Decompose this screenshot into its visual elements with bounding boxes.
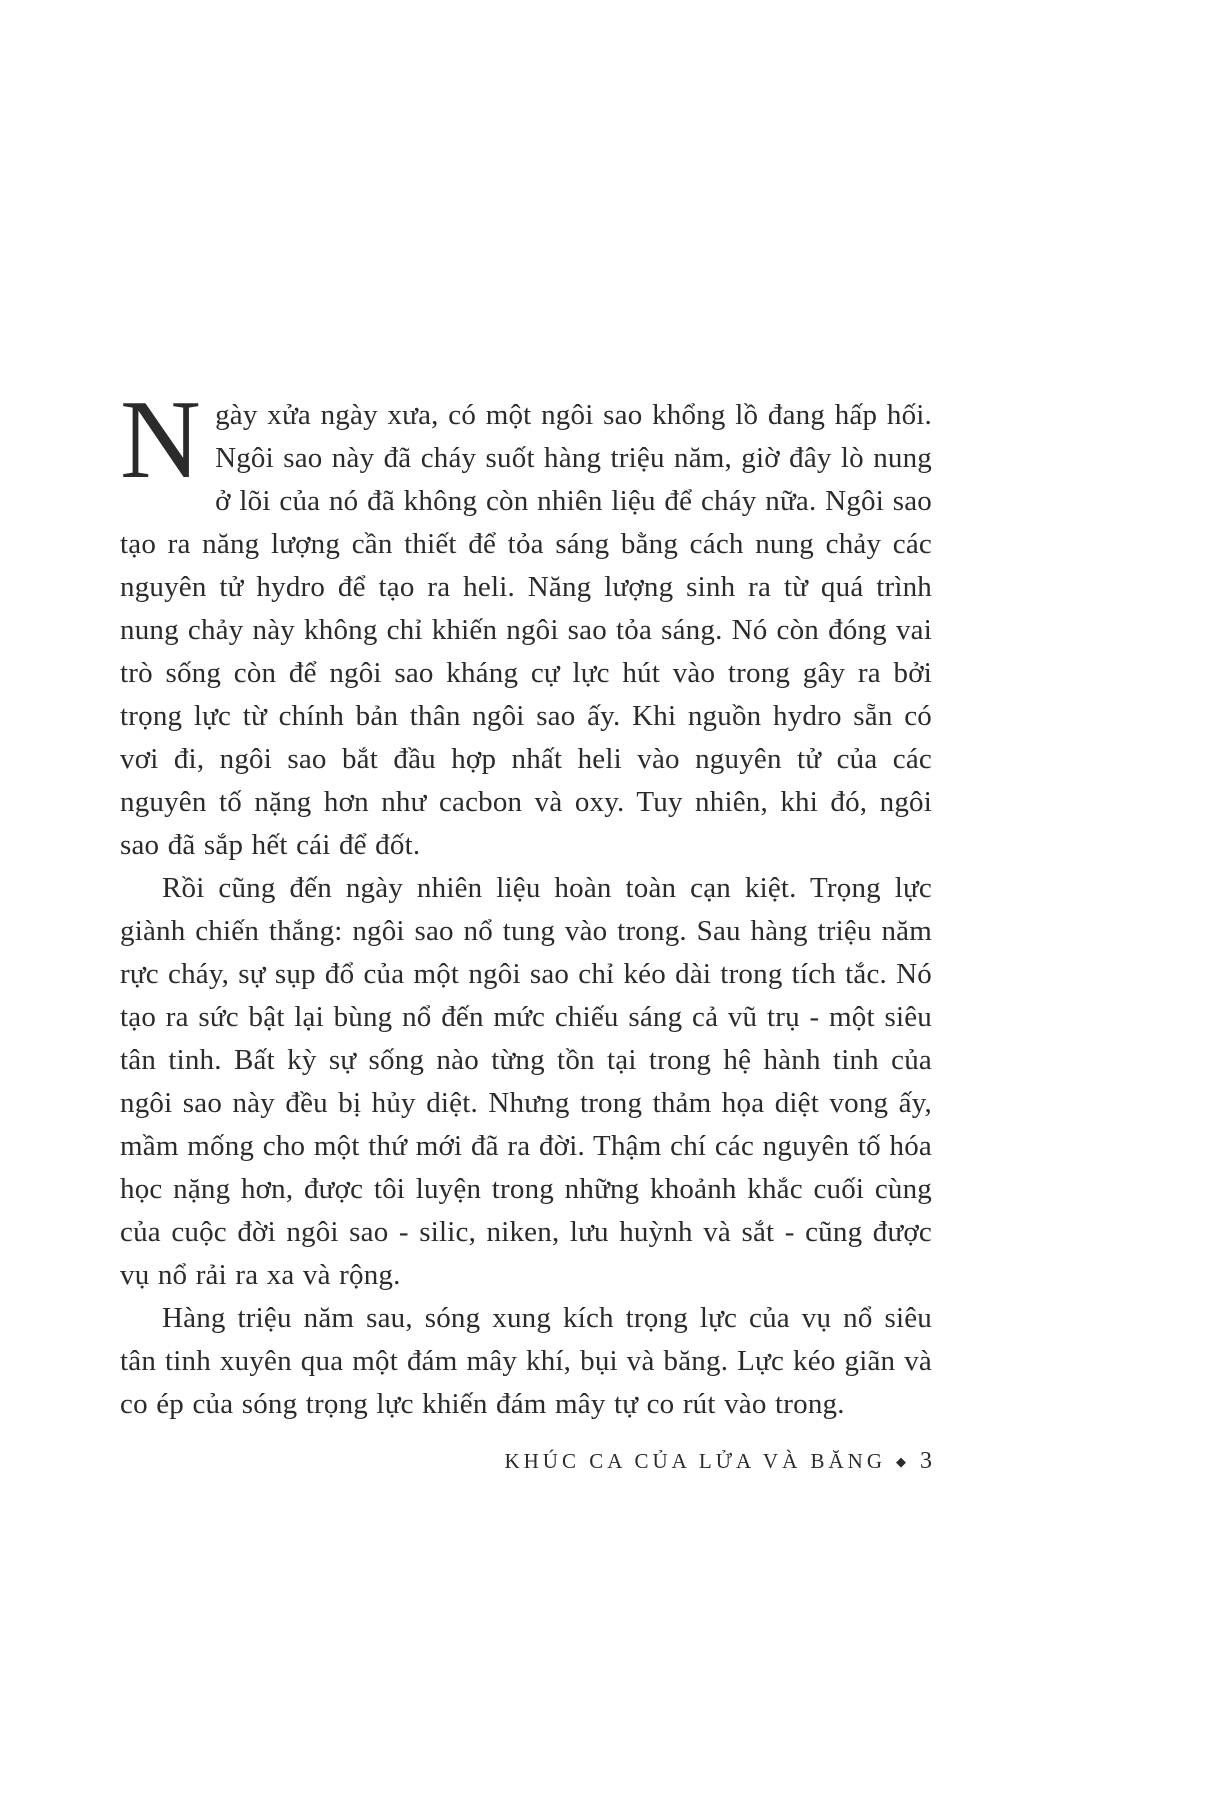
page-number: 3 xyxy=(920,1448,932,1474)
body-text xyxy=(120,378,932,1426)
diamond-icon: ◆ xyxy=(896,1453,906,1469)
drop-cap: N xyxy=(120,378,202,502)
paragraph-text: gày xửa ngày xưa, có một ngôi sao khổng lồ đang hấp hối. Ngôi sao này đã cháy suốt hàng triệu năm, giờ đây lò nung ở lõi của nó đã không còn nhiên liệu để cháy nữa. Ngôi sao tạo ra năng lượng cần thiết để tỏa sáng bằng cách nung chảy các nguyên tử hydro để tạo ra heli. Năng lượng sinh ra từ quá trình nung chảy này không chỉ khiến ngôi sao tỏa sáng. Nó còn đóng vai trò sống còn để ngôi sao kháng cự lực hút vào trong gây ra bởi trọng lực từ chính bản thân ngôi sao ấy. Khi nguồn hydro sẵn có vơi đi, ngôi sao bắt đầu hợp nhất heli vào nguyên tử của các nguyên tố nặng hơn như cacbon và oxy. Tuy nhiên, khi đó, ngôi sao đã sắp hết cái để đốt. xyxy=(120,399,932,861)
paragraph xyxy=(120,378,932,867)
paragraph: Hàng triệu năm sau, sóng xung kích trọng lực của vụ nổ siêu tân tinh xuyên qua một đám mây khí, bụi và băng. Lực kéo giãn và co ép của sóng trọng lực khiến đám mây tự co rút vào trong. xyxy=(120,1302,932,1420)
running-title: KHÚC CA CỦA LỬA VÀ BĂNG xyxy=(504,1449,886,1473)
paragraph: Rồi cũng đến ngày nhiên liệu hoàn toàn cạn kiệt. Trọng lực giành chiến thắng: ngôi sao nổ tung vào trong. Sau hàng triệu năm rực cháy, sự sụp đổ của một ngôi sao chỉ kéo dài trong tích tắc. Nó tạo ra sức bật lại bùng nổ đến mức chiếu sáng cả vũ trụ - một siêu tân tinh. Bất kỳ sự sống nào từng tồn tại trong hệ hành tinh của ngôi sao này đều bị hủy diệt. Nhưng trong thảm họa diệt vong ấy, mầm mống cho một thứ mới đã ra đời. Thậm chí các nguyên tố hóa học nặng hơn, được tôi luyện trong những khoảnh khắc cuối cùng của cuộc đời ngôi sao - silic, niken, lưu huỳnh và sắt - cũng được vụ nổ rải ra xa và rộng. xyxy=(120,872,932,1291)
page-footer xyxy=(504,1448,932,1475)
